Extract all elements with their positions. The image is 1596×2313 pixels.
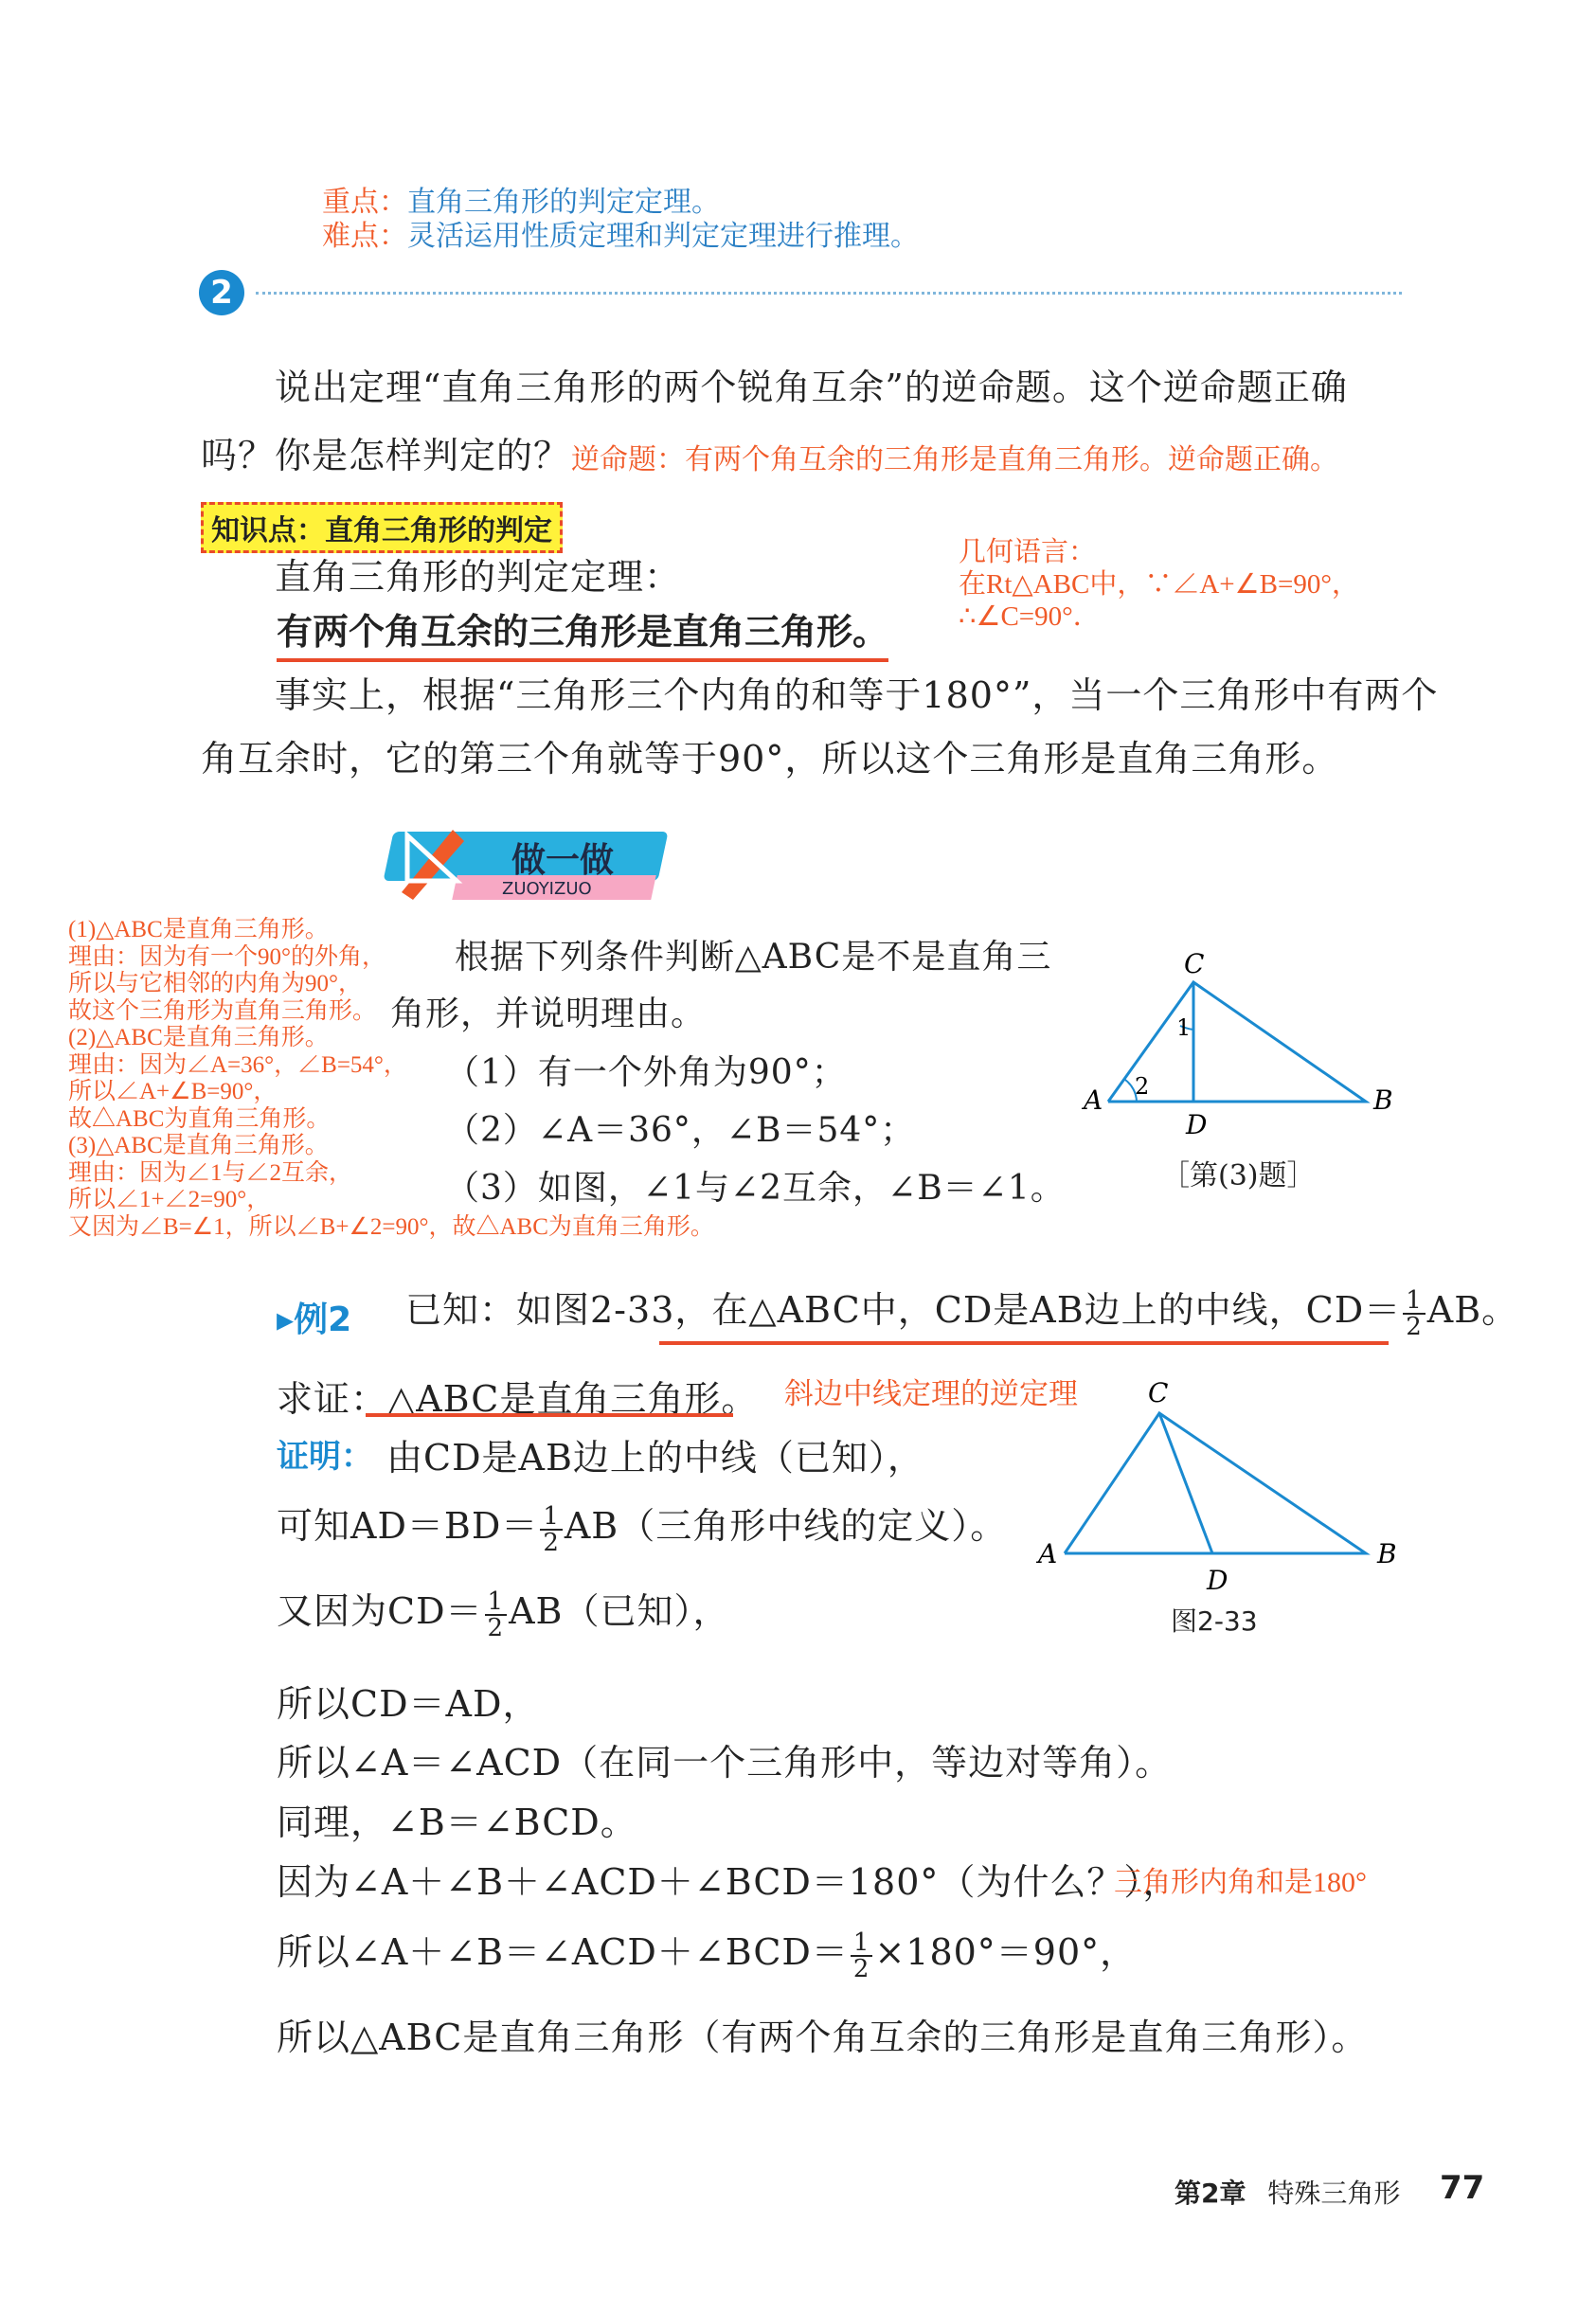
side-note-line: 所以∠1+∠2=90°，	[68, 1187, 271, 1212]
proof-line-1: 由CD是AB边上的中线（已知），	[386, 1437, 924, 1479]
example-prove-underline	[366, 1413, 733, 1417]
fraction-half: $\frac{1}{2}$	[540, 1504, 563, 1555]
side-note-line: 理由：因为∠1与∠2互余，	[68, 1159, 353, 1186]
side-note-line: 故△ABC为直角三角形。	[68, 1105, 331, 1132]
side-note-line: 理由：因为有一个90°的外角，	[68, 943, 386, 970]
explanation-line-2: 角互余时，它的第三个角就等于90°，所以这个三角形是直角三角形。	[201, 738, 1339, 780]
geo-lang-line: 几何语言：	[959, 537, 1097, 567]
fig1-label-c: C	[1184, 948, 1205, 979]
ruler-icon	[394, 826, 470, 900]
side-note-line: (1)△ABC是直角三角形。	[68, 917, 329, 942]
footer-chapter-title: 特殊三角形	[1267, 2178, 1401, 2209]
activity-item-2: （2）∠A＝36°，∠B＝54°；	[445, 1111, 916, 1150]
proof-line-2: 可知AD＝BD＝ $\frac{1}{2}$ AB（三角形中线的定义）。	[277, 1501, 1008, 1557]
side-note-line: 所以∠A+∠B=90°，	[68, 1079, 278, 1104]
difficult-point-text: 灵活运用性质定理和判定定理进行推理。	[407, 220, 919, 253]
fig1-label-1: 1	[1176, 1014, 1192, 1041]
example-figure	[1032, 1364, 1411, 1610]
geo-lang-line: ∴∠C=90°．	[959, 601, 1101, 632]
section-number-badge	[199, 270, 244, 315]
activity-banner	[388, 826, 663, 904]
activity-figure	[1070, 942, 1411, 1146]
proof-line-5: 所以∠A＝∠ACD（在同一个三角形中，等边对等角）。	[277, 1742, 1173, 1784]
difficult-point-note	[322, 212, 919, 254]
activity-item-3: （3）如图，∠1与∠2互余，∠B＝∠1。	[445, 1169, 1066, 1208]
theorem-intro: 直角三角形的判定定理：	[275, 556, 682, 598]
question-line-2: 吗？你是怎样判定的？	[201, 435, 571, 476]
fig2-label-b: B	[1377, 1538, 1397, 1569]
example-label: ▸例2	[277, 1300, 352, 1339]
activity-item-1: （1）有一个外角为90°；	[445, 1053, 847, 1092]
explanation-line-1: 事实上，根据“三角形三个内角的和等于180°”，当一个三角形中有两个	[275, 674, 1439, 716]
proof-line-7-note: 三角形内角和是180°	[1114, 1867, 1367, 1898]
proof-line-7: 因为∠A＋∠B＋∠ACD＋∠BCD＝180°（为什么？），	[277, 1861, 1180, 1903]
proof-line-9: 所以△ABC是直角三角形（有两个角互余的三角形是直角三角形）。	[277, 2017, 1369, 2058]
theorem-statement: 有两个角互余的三角形是直角三角形。	[277, 602, 888, 662]
footer-chapter	[1175, 2173, 1400, 2211]
side-note-line: 理由：因为∠A=36°，∠B=54°，	[68, 1051, 407, 1078]
side-note-line: 所以与它相邻的内角为90°，	[68, 971, 362, 996]
example-given: 已知：如图2-33，在△ABC中，CD是AB边上的中线，CD＝ $\frac{1}{2}$ AB。	[405, 1285, 1519, 1341]
question-answer-note: 逆命题：有两个角互余的三角形是直角三角形。逆命题正确。	[571, 443, 1338, 476]
fraction-half: $\frac{1}{2}$	[1403, 1288, 1426, 1339]
geo-lang-line: 在Rt△ABC中，∵∠A+∠B=90°，	[959, 569, 1359, 600]
fig2-label-a: A	[1038, 1538, 1058, 1569]
proof-line-3: 又因为CD＝ $\frac{1}{2}$ AB（已知），	[277, 1587, 730, 1642]
side-note-line: (3)△ABC是直角三角形。	[68, 1133, 329, 1158]
fig1-label-b: B	[1373, 1085, 1393, 1116]
activity-figure-caption: ［第(3)题］	[1161, 1159, 1316, 1192]
footer-page-number: 77	[1440, 2169, 1485, 2207]
example-prove-note: 斜边中线定理的逆定理	[784, 1377, 1078, 1410]
proof-line-8: 所以∠A＋∠B＝∠ACD＋∠BCD＝ $\frac{1}{2}$ ×180°＝90°，	[277, 1928, 1138, 1983]
side-note-line: (2)△ABC是直角三角形。	[68, 1025, 329, 1050]
side-note-line: 故这个三角形为直角三角形。	[68, 997, 377, 1024]
key-point-label: 重点：	[322, 186, 407, 219]
activity-intro-line-1: 根据下列条件判断△ABC是不是直角三	[455, 938, 1052, 977]
fig1-label-d: D	[1186, 1109, 1208, 1140]
example-figure-caption: 图2-33	[1171, 1605, 1258, 1637]
example-given-underline	[659, 1341, 1389, 1345]
proof-line-6: 同理，∠B＝∠BCD。	[277, 1802, 637, 1843]
fraction-half: $\frac{1}{2}$	[485, 1589, 508, 1641]
footer-chapter-number: 第2章	[1175, 2178, 1246, 2209]
key-point-text: 直角三角形的判定定理。	[407, 186, 720, 219]
example-prove: 求证：△ABC是直角三角形。	[277, 1378, 759, 1420]
fig1-label-2: 2	[1135, 1073, 1150, 1100]
section-divider	[256, 292, 1402, 295]
proof-label: 证明：	[277, 1438, 373, 1476]
geometry-language-note	[959, 536, 1359, 633]
knowledge-point-tag: 知识点：直角三角形的判定	[201, 502, 563, 553]
fig2-label-d: D	[1207, 1565, 1228, 1596]
difficult-point-label: 难点：	[322, 220, 407, 253]
fraction-half: $\frac{1}{2}$	[851, 1930, 873, 1981]
question-line-1: 说出定理“直角三角形的两个锐角互余”的逆命题。这个逆命题正确	[275, 367, 1348, 408]
fig2-label-c: C	[1148, 1377, 1169, 1408]
activity-title: 做一做	[511, 841, 615, 880]
activity-intro-line-2: 角形，并说明理由。	[390, 995, 707, 1033]
proof-line-4: 所以CD＝AD，	[277, 1683, 540, 1725]
side-note-line: 又因为∠B=∠1，所以∠B+∠2=90°，故△ABC为直角三角形。	[68, 1213, 714, 1240]
fig1-label-a: A	[1084, 1085, 1103, 1116]
section-number: 2	[210, 274, 233, 312]
activity-pinyin: ZUOYIZUO	[502, 879, 592, 899]
